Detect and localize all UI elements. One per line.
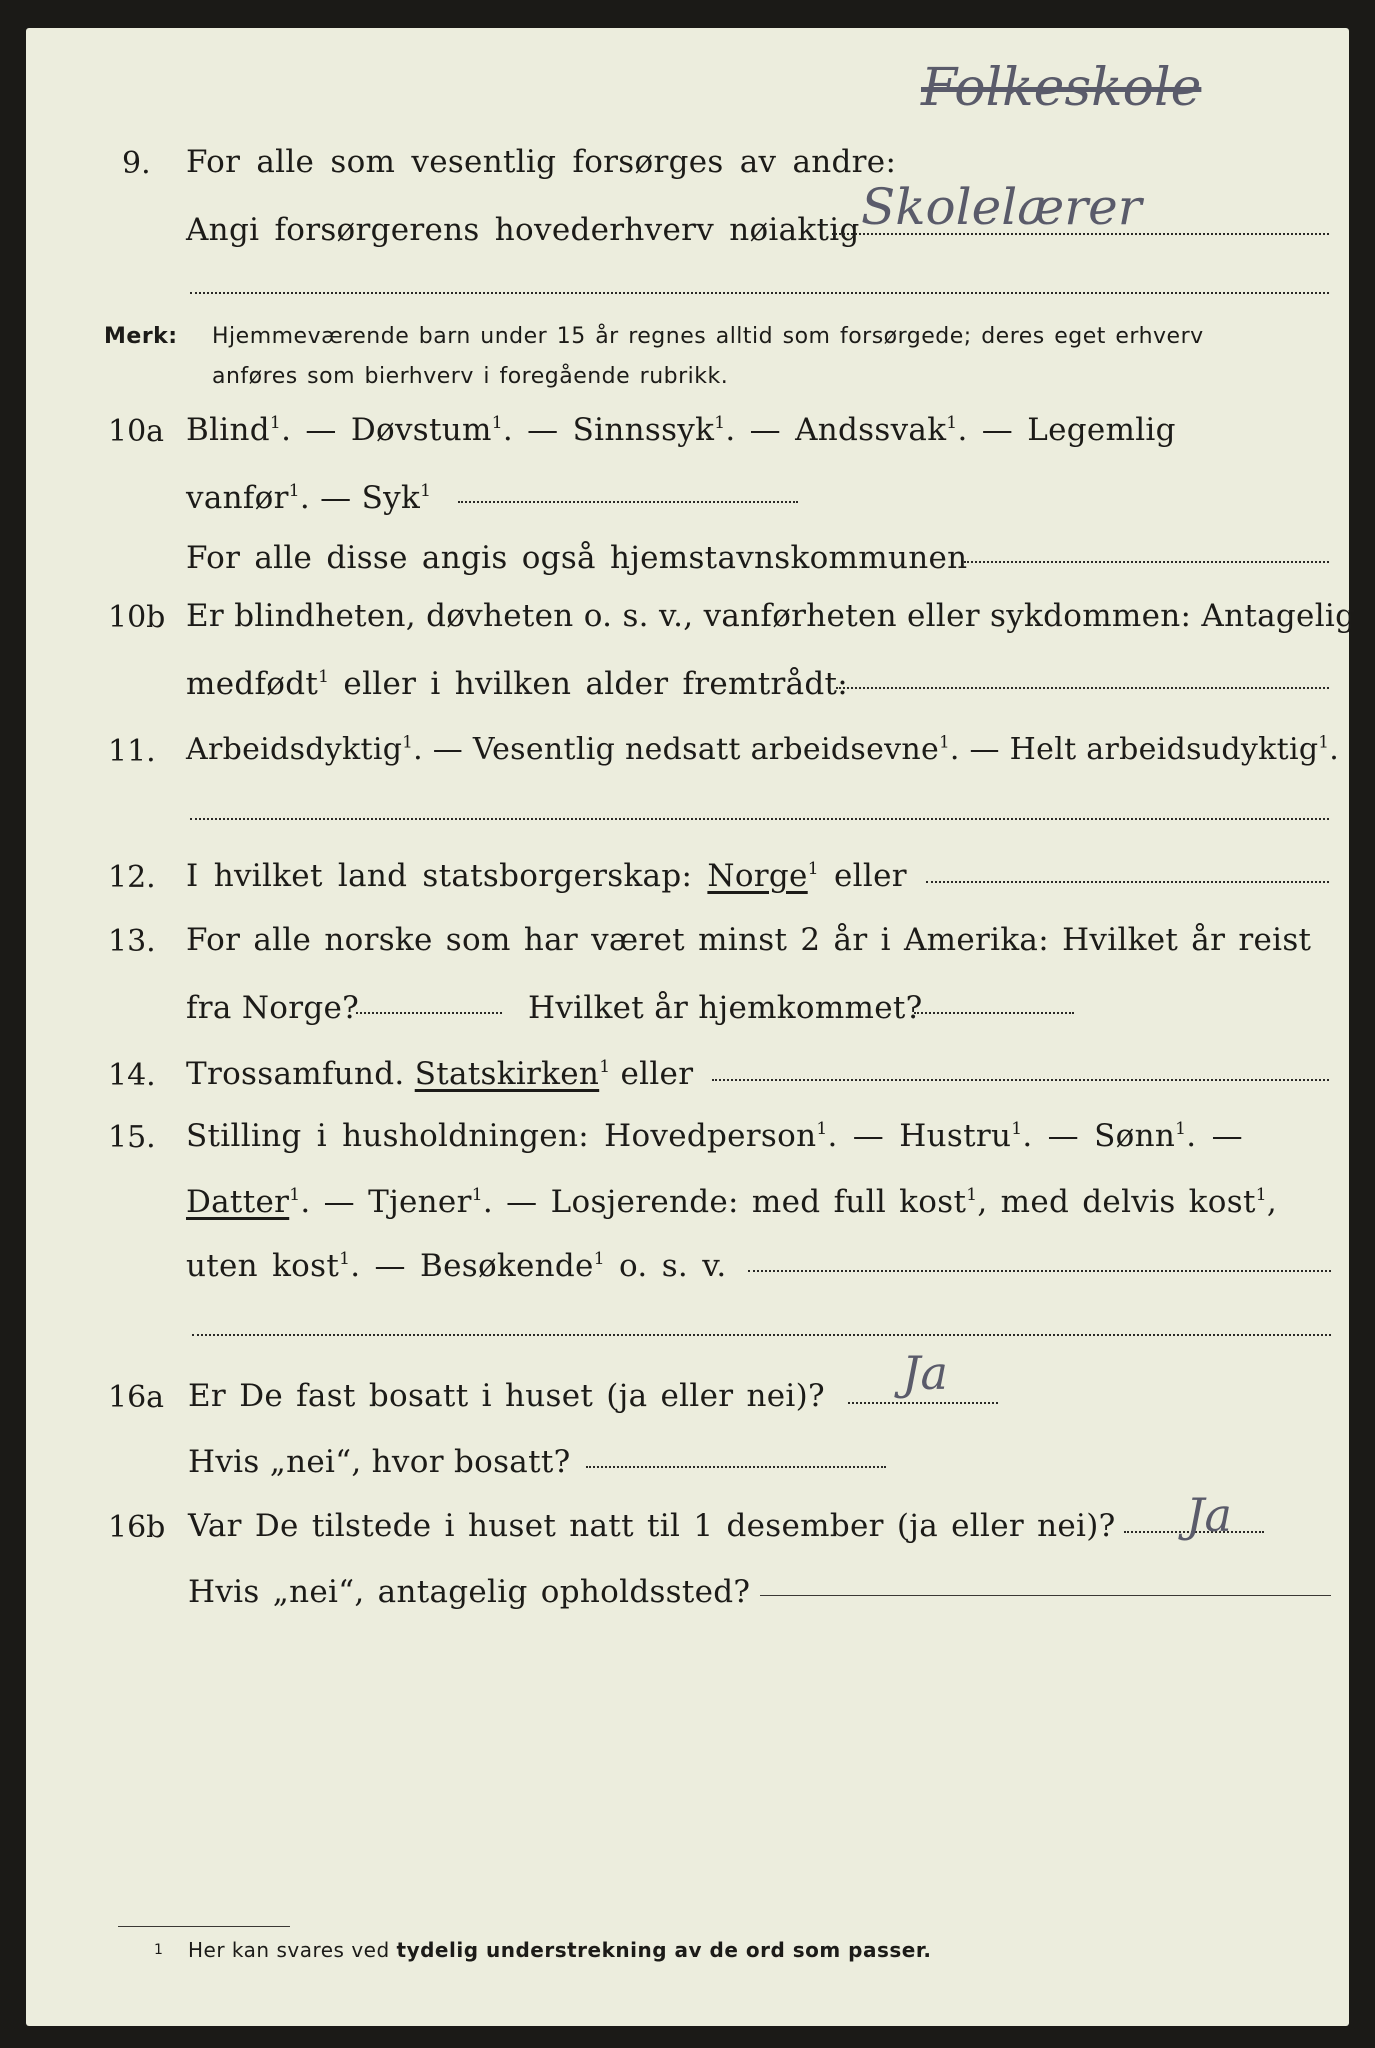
q10b-number: 10b [108,600,166,635]
q12-answer-line [926,881,1329,883]
footnote-rule [118,1926,290,1927]
q9-blank-line [190,292,1329,294]
q15-blank-line [192,1334,1331,1336]
q9-number: 9. [122,146,151,181]
q11-blank-line [190,818,1329,820]
q14-number: 14. [108,1058,156,1093]
merk-line1: Hjemmeværende barn under 15 år regnes alltid som forsørgede; deres eget erhverv [212,324,1204,349]
q15-answer-line [748,1270,1331,1272]
q10b-line1: Er blindheten, døvheten o. s. v., vanførheten eller sykdommen: Antagelig [186,598,1356,634]
q15-line1: Stilling i husholdningen: Hovedperson$^1$. — Hustru$^1$. — Sønn$^1$. — [186,1118,1243,1154]
merk-line2: anføres som bierhverv i foregående rubrikk. [212,364,729,389]
q13-reist-line [356,1012,502,1014]
handwritten-ja-16b: Ja [1186,1488,1232,1542]
q13-line2b: Hvilket år hjemkommet? [528,990,923,1026]
blind-label: Blind [186,412,270,448]
datter-underlined: Datter [186,1184,290,1220]
q10b-answer-line [836,687,1329,689]
q12-line: I hvilket land statsborgerskap: Norge$^1$ eller [186,858,907,894]
handwritten-folkeskole: Folkeskole [921,58,1202,118]
q14-line: Trossamfund. Statskirken$^1$ eller [186,1056,694,1092]
q16a-bosatt-line [586,1466,886,1468]
q10a-line1: Blind$^1$. — Døvstum$^1$. — Sinnssyk$^1$. — Andssvak$^1$. — Legemlig [186,412,1176,448]
q9-line2: Angi forsørgerens hovederhverv nøiaktig [186,212,860,248]
q10a-syk-line [458,501,798,503]
q15-number: 15. [108,1120,156,1155]
q16b-opholdssted-line [760,1595,1331,1596]
footnote-mark: 1 [154,1942,164,1958]
q12-number: 12. [108,860,156,895]
q16a-line2: Hvis „nei“, hvor bosatt? [188,1444,571,1480]
q16b-line1: Var De tilstede i huset natt til 1 desember (ja eller nei)? [188,1508,1116,1544]
q14-answer-line [712,1079,1329,1081]
footnote-text: Her kan svares ved tydelig understrekning av de ord som passer. [188,1938,932,1962]
q10b-line2: medfødt$^1$ eller i hvilken alder fremtrådt: [186,666,849,702]
norge-underlined: Norge [707,858,808,894]
q16b-line2: Hvis „nei“, antagelig opholdssted? [188,1574,751,1610]
q10a-line2: vanfør$^1$. — Syk$^1$ [186,480,432,516]
q11-number: 11. [108,734,156,769]
q13-number: 13. [108,924,156,959]
q13-hjem-line [914,1012,1074,1014]
q10a-line3: For alle disse angis også hjemstavnskommunen [186,540,968,576]
q15-line2: Datter$^1$. — Tjener$^1$. — Losjerende: med full kost$^1$, med delvis kost$^1$, [186,1184,1277,1220]
q9-line1: For alle som vesentlig forsørges av andre: [186,144,897,180]
merk-label: Merk: [104,324,178,349]
q16a-number: 16a [108,1380,165,1415]
q10a-number: 10a [108,414,165,449]
statskirken-underlined: Statskirken [414,1056,600,1092]
handwritten-ja-16a: Ja [902,1346,948,1400]
q10a-kommune-line [964,561,1329,563]
census-form-page [26,28,1356,2026]
q13-line2a: fra Norge? [186,990,360,1026]
q13-line1: For alle norske som har været minst 2 år i Amerika: Hvilket år reist [186,922,1312,958]
q16a-line1: Er De fast bosatt i huset (ja eller nei)? [188,1378,825,1414]
q16b-number: 16b [108,1510,166,1545]
q16a-answer-line [848,1402,998,1404]
q15-line3: uten kost$^1$. — Besøkende$^1$ o. s. v. [186,1248,727,1284]
handwritten-skolelaerer: Skolelærer [861,178,1142,236]
q11-line: Arbeidsdyktig$^1$. — Vesentlig nedsatt arbeidsevne$^1$. — Helt arbeidsudyktig$^1$. [186,732,1340,767]
